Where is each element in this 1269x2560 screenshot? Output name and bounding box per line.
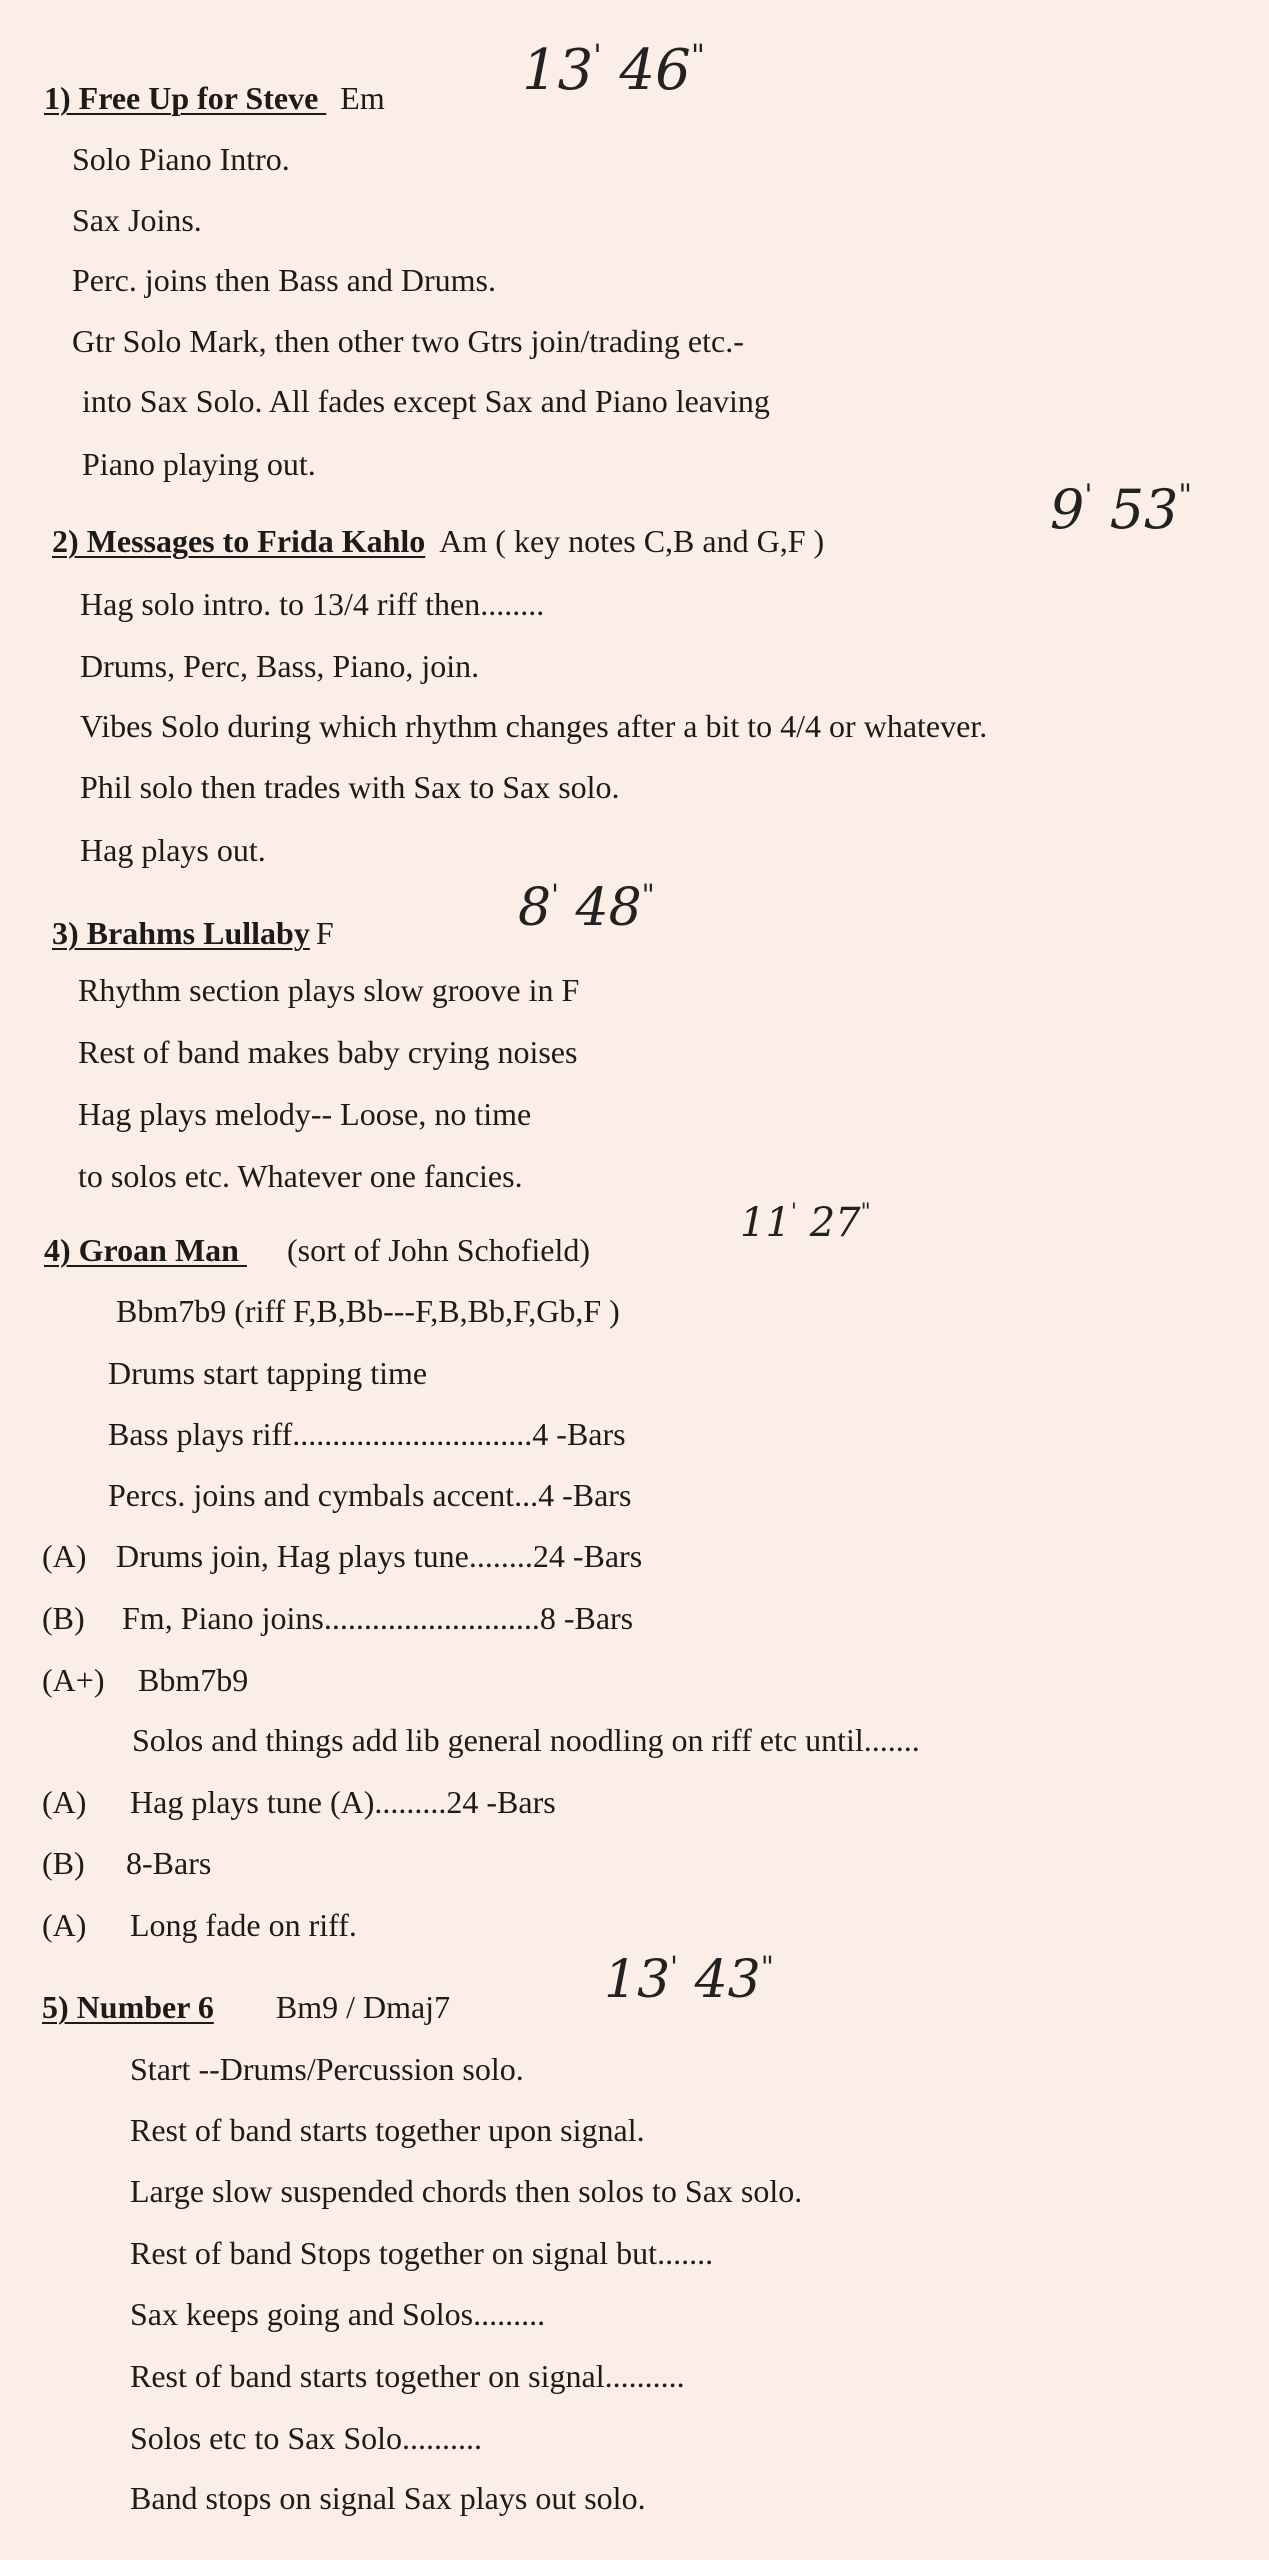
song-3-header [52,913,334,953]
song-line: into Sax Solo. All fades except Sax and Piano leaving [82,383,770,419]
song-line: Rest of band makes baby crying noises [78,1034,578,1070]
section-row [42,1905,357,1945]
song-key: (sort of John Schofield) [286,1232,591,1268]
section-text: Drums join, Hag plays tune........24 -Bars [116,1538,643,1574]
song-line: Perc. joins then Bass and Drums. [72,262,496,298]
second-mark: " [760,1950,774,1984]
song-title: 1) Free Up for Steve [44,80,327,116]
section-label: (B) [42,1600,85,1636]
section-label: (A) [42,1784,87,1820]
section-label: (B) [42,1845,85,1881]
song-line: Solo Piano Intro. [72,141,290,177]
section-row [42,1660,248,1700]
song-line: Gtr Solo Mark, then other two Gtrs join/trading etc.- [72,323,744,359]
song-2-header [52,521,824,561]
song-key: Bm9 / Dmaj7 [275,1989,451,2025]
song-line: Large slow suspended chords then solos to Sax solo. [130,2173,803,2209]
second-mark: " [860,1200,871,1225]
minute-mark: ' [551,878,559,912]
song-line: Rest of band starts together on signal.......... [130,2358,685,2394]
song-line: Drums start tapping time [108,1355,428,1391]
section-text: Fm, Piano joins...........................8 -Bars [122,1600,634,1636]
duration-seconds: 48 [575,878,642,938]
section-label: (A) [42,1538,87,1574]
song-line: Hag plays out. [80,832,266,868]
song-title: 3) Brahms Lullaby [52,915,310,951]
song-line: Drums, Perc, Bass, Piano, join. [80,648,480,684]
song-line: Phil solo then trades with Sax to Sax solo. [80,769,620,805]
section-text: Bbm7b9 [138,1662,249,1698]
song-2-duration [1050,478,1192,541]
song-line: to solos etc. Whatever one fancies. [78,1158,523,1194]
minute-mark: ' [593,38,602,74]
song-key: Em [340,80,385,116]
minute-mark: ' [790,1200,797,1225]
song-line: Percs. joins and cymbals accent...4 -Bars [108,1477,632,1513]
second-mark: " [690,38,705,74]
song-line: Band stops on signal Sax plays out solo. [130,2480,646,2516]
section-row [42,1536,642,1576]
second-mark: " [1178,478,1193,513]
song-1-duration [522,38,705,103]
song-4-duration [740,1200,871,1246]
duration-minutes: 13 [522,38,594,103]
song-title: 5) Number 6 [42,1989,214,2025]
song-line: Vibes Solo during which rhythm changes after a bit to 4/4 or whatever. [80,708,988,744]
section-row [42,1843,211,1883]
duration-minutes: 9 [1050,478,1085,541]
section-text: Solos and things add lib general noodling on riff etc until....... [132,1722,920,1758]
song-line: Bass plays riff..............................4 -Bars [108,1416,626,1452]
duration-minutes: 8 [518,878,552,938]
duration-minutes: 13 [604,1950,671,2010]
song-line: Sax Joins. [72,202,202,238]
song-line: Hag plays melody-- Loose, no time [78,1096,532,1132]
song-key: Am ( key notes C,B and G,F ) [439,523,825,559]
section-label: (A) [42,1907,87,1943]
song-line: Hag solo intro. to 13/4 riff then........ [80,586,545,622]
chord-line: Bbm7b9 (riff F,B,Bb---F,B,Bb,F,Gb,F ) [116,1293,620,1329]
section-text: 8-Bars [126,1845,212,1881]
minute-mark: ' [670,1950,679,1984]
song-4-header [44,1230,590,1270]
song-title: 4) Groan Man [44,1232,247,1268]
second-mark: " [641,878,655,912]
song-5-duration [604,1950,774,2010]
section-text: Hag plays tune (A).........24 -Bars [130,1784,556,1820]
minute-mark: ' [1084,478,1093,513]
section-label: (A+) [42,1662,105,1698]
song-title: 2) Messages to Frida Kahlo [52,523,426,559]
duration-seconds: 46 [619,38,691,103]
song-line: Solos etc to Sax Solo.......... [130,2420,483,2456]
duration-seconds: 43 [694,1950,761,2010]
duration-minutes: 11 [740,1200,791,1246]
section-text: Long fade on riff. [130,1907,357,1943]
song-3-duration [518,878,655,938]
song-5-header [42,1987,450,2027]
song-line: Sax keeps going and Solos......... [130,2296,546,2332]
duration-seconds: 53 [1109,478,1179,541]
section-row [132,1720,920,1760]
song-line: Rest of band starts together upon signal. [130,2112,645,2148]
song-line: Rest of band Stops together on signal but....... [130,2235,714,2271]
song-line: Piano playing out. [82,446,316,482]
song-line: Start --Drums/Percussion solo. [130,2051,524,2087]
section-row [42,1598,633,1638]
song-1-header [44,78,385,118]
song-key: F [315,915,334,951]
duration-seconds: 27 [809,1200,861,1246]
song-line: Rhythm section plays slow groove in F [78,972,580,1008]
section-row [42,1782,556,1822]
